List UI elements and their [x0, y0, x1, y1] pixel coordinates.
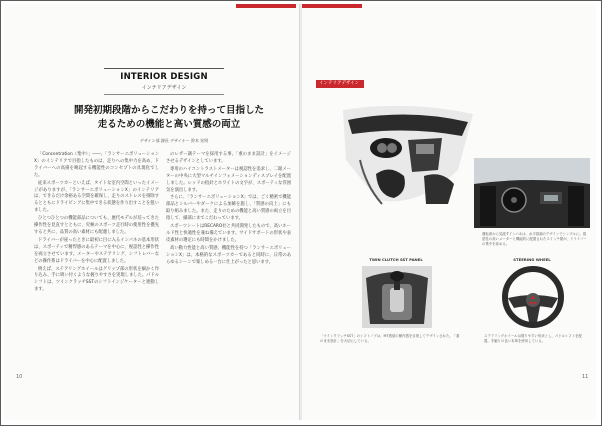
title-rule-bottom [104, 94, 224, 95]
paragraph: ひとつひとつの機能部品についても、歴代モデルが培ってきた操作性を見直すとともに、究極のスポーツ走行時の使用性を優先すると共に、品質の高い素材にも配慮しました。 [34, 216, 159, 235]
section-subtitle: インテリアデザイン [141, 85, 187, 91]
section-title: INTERIOR DESIGN [120, 72, 208, 82]
paragraph: 専用のハイコントラストメーターは視認性を追求し、二眼メーターの中央に大型マルチインフォメーションディスプレイを配置しました。レッドの指針とホワイトの文字が、スポーティな雰囲気を演出します。 [166, 166, 291, 193]
shift-lever-illustration [362, 266, 432, 328]
paragraph: 例えば、ステアリングホイールはグリップ部の形状を細かく作り込み、手に吸い付くような握りやすさを実現しました。パドルシフトは、ツインクラッチSSTのシフトインジケーターと連動します。 [34, 266, 159, 293]
headline-line-1: 開発初期段階からこだわりを持って目指した [73, 105, 264, 116]
paragraph: のレザー調テーマを採用する事。「重のまま設計」をイメージさせるデザインとしています。 [166, 152, 291, 164]
red-tab-decoration [302, 4, 362, 8]
page-number: 11 [582, 374, 589, 380]
paragraph: さらに、「ランサーエボリューションX」では、ごく精密で機能部品とシルバーやダークによる加飾を施し、「質感の向上」にも取り組みました。また、走りのための機能と高い質感の両立を目指して、細部にまでこだわっています。 [166, 195, 291, 222]
header-tag: インテリアデザイン [316, 80, 364, 88]
paragraph: 従来スポーツカーといえば、タイトな室内空間といったイメージがありますが、「ランサーエボリューションX」のインテリアは、できるだけ余裕ある空間を確保し、走りのストレスを排除するとともにドライビングに集中できる状態を作り出すことを狙いました。 [34, 180, 159, 214]
dashboard-illustration [474, 158, 590, 228]
author-credit: デザイン部 課長 デザイナー 鈴木 宏明 [139, 138, 209, 143]
page-number: 10 [16, 374, 23, 380]
headline [44, 104, 294, 132]
paragraph: ドライバーが座ったときに最初に目に入るインパネの基本形状は、スポーティで精悍感のあるテーマを中心に、視認性と操作性を両立させています。メーターやステアリング、シフトレバーなどの操作系はドライバーを中心に配置しました。 [34, 237, 159, 264]
caption-shift-panel: 「ツインクラッチSST」のシフトノブは、MT感覚の操作感を目指してデザインされた。「重のまま設計」を大切にしている。 [320, 334, 460, 343]
body-column-1 [34, 152, 159, 295]
cockpit-illustration [338, 100, 478, 212]
caption-steering-wheel: ステアリングホイールは握りやすい形状とし、パドルシフトを配置。手触りの良い本革を使用している。 [484, 334, 582, 343]
headline-line-2: 走るための機能と高い質感の両立 [97, 119, 241, 130]
paragraph: 高い動力性能と高い質感、機能性を持つ「ランサーエボリューションX」は、本格的なスポーツカーであると同時に、日常のあらゆるシーンで楽しめる一台に仕上がったと思います。 [166, 245, 291, 265]
title-rule-top [104, 68, 224, 69]
caption-dashboard: 運転席から見渡すインパネは、水平基調のデザインでシンプルに。視認性の高いメーターと機能的に配置されたスイッチ類が、ドライバーの集中を高める。 [482, 232, 587, 246]
cockpit-photo [338, 100, 478, 212]
steering-wheel-icon [502, 266, 564, 328]
paragraph: スポーツシートはRECARO社と共同開発したもので、高いホールド性と快適性を兼ね備えています。サイドサポートの形状や表皮素材の選定にも時間をかけました。 [166, 224, 291, 243]
shift-panel-photo [362, 266, 432, 328]
paragraph: 「Concentration（集中）」――。「ランサーエボリューションX」のインテリアで目指したものは、走りへの集中力を高め、ドライバーへの高揚を喚起する機能性のコンセプトの具現化でした。 [34, 152, 159, 178]
dashboard-photo [474, 158, 590, 228]
steering-wheel-photo [502, 266, 564, 328]
left-page [4, 4, 300, 420]
right-page [302, 4, 596, 420]
label-steering-wheel: STEERING WHEEL [513, 257, 551, 262]
label-shift-panel: TWIN CLUTCH SST PANEL [369, 257, 423, 262]
red-tab-decoration [236, 4, 296, 8]
body-column-2 [166, 152, 291, 268]
